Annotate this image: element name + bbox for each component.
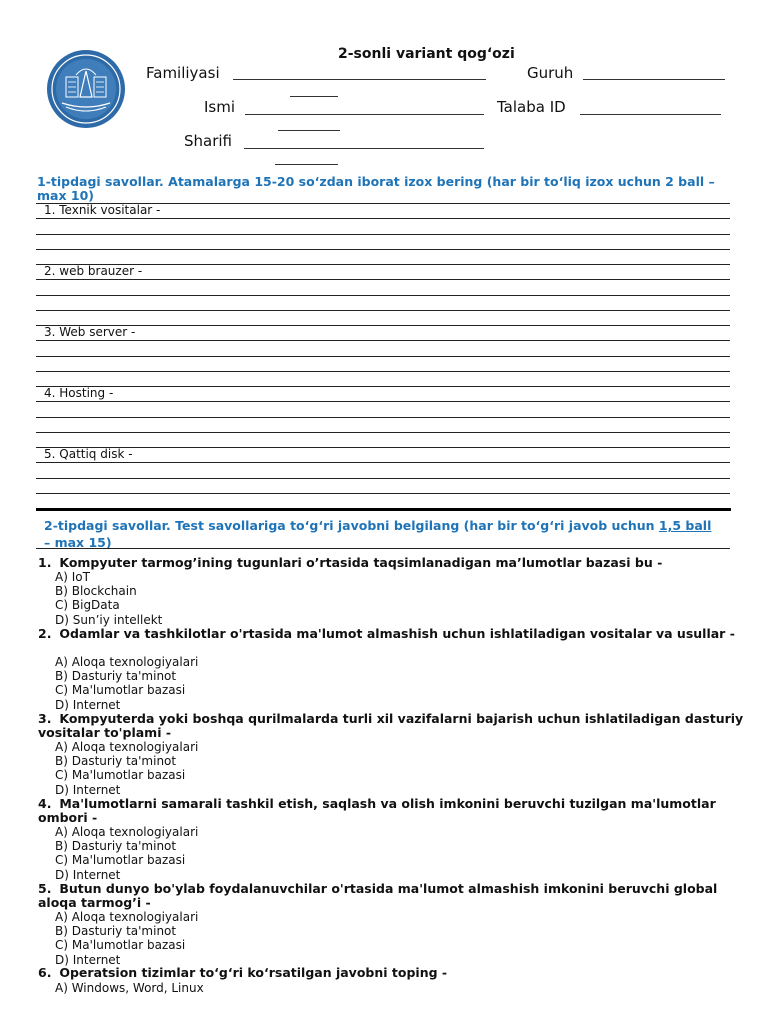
answer-options bbox=[55, 981, 204, 995]
question-body: Ma'lumotlarni samarali tashkil etish, saqlash va olish imkonini beruvchi tuzilgan ma'lumotlar ombori - bbox=[38, 796, 716, 826]
question-body: Kompyuterda yoki boshqa qurilmalarda turli xil vazifalarni bajarish uchun ishlatiladigan dasturiy vositalar to'plami - bbox=[38, 711, 744, 741]
section2-heading-points: 1,5 ball – max 15 bbox=[44, 518, 712, 550]
term-label: 1. Texnik vositalar - bbox=[44, 203, 161, 217]
term-label: 5. Qattiq disk - bbox=[44, 447, 133, 461]
answer-line[interactable] bbox=[36, 386, 730, 387]
sharifi-label: Sharifi bbox=[184, 132, 233, 150]
ismi-field-continuation[interactable] bbox=[278, 130, 340, 131]
answer-option[interactable]: A) IoT bbox=[55, 570, 90, 584]
question-number: 5. bbox=[38, 881, 52, 896]
talaba-id-field[interactable] bbox=[580, 114, 721, 115]
answer-option[interactable]: C) Ma'lumotlar bazasi bbox=[55, 853, 186, 868]
question-number: 4. bbox=[38, 796, 52, 811]
question-text bbox=[38, 712, 750, 740]
answer-options bbox=[55, 825, 198, 882]
answer-option[interactable]: D) Internet bbox=[55, 952, 121, 967]
answer-options bbox=[55, 655, 198, 712]
question-number: 1. bbox=[38, 555, 52, 570]
question-text bbox=[38, 797, 750, 825]
question-text bbox=[38, 882, 750, 910]
question-body: Operatsion tizimlar to‘g‘ri ko‘rsatilgan javobni toping - bbox=[55, 965, 448, 980]
answer-line[interactable] bbox=[36, 462, 730, 463]
answer-line[interactable] bbox=[36, 447, 730, 448]
section-divider bbox=[36, 508, 731, 511]
question-number: 2. bbox=[38, 626, 52, 641]
page-title: 2-sonli variant qog‘ozi bbox=[338, 46, 515, 62]
answer-options bbox=[55, 910, 198, 967]
term-label: 2. web brauzer - bbox=[44, 264, 143, 278]
answer-line[interactable] bbox=[36, 417, 730, 418]
section2-heading-rule bbox=[36, 548, 730, 549]
answer-option[interactable]: C) BigData bbox=[55, 598, 120, 613]
section2-heading bbox=[44, 517, 719, 551]
answer-option[interactable]: D) Internet bbox=[55, 867, 121, 882]
answer-options bbox=[55, 740, 198, 797]
answer-line[interactable] bbox=[36, 325, 730, 326]
section2-heading-text: 2-tipdagi savollar. Test savollariga to‘g‘ri javobni belgilang (har bir to‘g‘ri javob uchun bbox=[44, 518, 659, 533]
answer-option[interactable]: D) Internet bbox=[55, 697, 121, 712]
question-number: 3. bbox=[38, 711, 52, 726]
answer-options bbox=[55, 570, 162, 627]
answer-line[interactable] bbox=[36, 279, 730, 280]
familiyasi-field[interactable] bbox=[233, 79, 486, 80]
answer-line[interactable] bbox=[36, 371, 730, 372]
guruh-label: Guruh bbox=[527, 64, 574, 82]
question-number: 6. bbox=[38, 965, 52, 980]
ismi-field[interactable] bbox=[245, 114, 484, 115]
answer-line[interactable] bbox=[36, 310, 730, 311]
sharifi-field[interactable] bbox=[244, 148, 484, 149]
section1-heading: 1-tipdagi savollar. Atamalarga 15-20 so‘zdan iborat izox bering (har bir to‘liq izox uchun 2 ball – max 10) bbox=[37, 174, 715, 203]
guruh-field[interactable] bbox=[583, 79, 725, 80]
university-emblem-icon bbox=[46, 49, 126, 129]
question-text bbox=[38, 556, 750, 570]
answer-line[interactable] bbox=[36, 234, 730, 235]
term-label: 4. Hosting - bbox=[44, 386, 114, 400]
answer-option[interactable]: A) Aloqa texnologiyalari bbox=[55, 825, 199, 839]
answer-option[interactable]: B) Dasturiy ta'minot bbox=[55, 924, 177, 939]
question-body: Odamlar va tashkilotlar o'rtasida ma'lumot almashish uchun ishlatiladigan vositalar va usullar - bbox=[55, 626, 735, 641]
answer-line[interactable] bbox=[36, 493, 730, 494]
answer-line[interactable] bbox=[36, 295, 730, 296]
answer-option[interactable]: A) Aloqa texnologiyalari bbox=[55, 740, 199, 754]
ismi-label: Ismi bbox=[204, 98, 236, 116]
answer-option[interactable]: A) Aloqa texnologiyalari bbox=[55, 655, 199, 669]
answer-line[interactable] bbox=[36, 340, 730, 341]
answer-option[interactable]: C) Ma'lumotlar bazasi bbox=[55, 938, 186, 953]
answer-option[interactable]: C) Ma'lumotlar bazasi bbox=[55, 768, 186, 783]
term-label: 3. Web server - bbox=[44, 325, 136, 339]
answer-option[interactable]: D) Sun’iy intellekt bbox=[55, 612, 163, 627]
answer-line[interactable] bbox=[36, 356, 730, 357]
talaba-id-label: Talaba ID bbox=[497, 98, 566, 116]
answer-line[interactable] bbox=[36, 249, 730, 250]
answer-line[interactable] bbox=[36, 218, 730, 219]
answer-option[interactable]: D) Internet bbox=[55, 782, 121, 797]
answer-line[interactable] bbox=[36, 401, 730, 402]
answer-line[interactable] bbox=[36, 432, 730, 433]
answer-line[interactable] bbox=[36, 478, 730, 479]
answer-option[interactable]: B) Dasturiy ta'minot bbox=[55, 754, 177, 769]
question-body: Kompyuter tarmog’ining tugunlari o’rtasida taqsimlanadigan ma’lumotlar bazasi bu - bbox=[55, 555, 663, 570]
answer-option[interactable]: A) Windows, Word, Linux bbox=[55, 981, 204, 995]
sharifi-field-continuation[interactable] bbox=[275, 164, 338, 165]
question-text bbox=[38, 966, 750, 980]
section2-heading-close: ) bbox=[105, 535, 112, 550]
answer-option[interactable]: B) Blockchain bbox=[55, 584, 137, 599]
answer-option[interactable]: C) Ma'lumotlar bazasi bbox=[55, 683, 186, 698]
answer-option[interactable]: B) Dasturiy ta'minot bbox=[55, 669, 177, 684]
answer-option[interactable]: A) Aloqa texnologiyalari bbox=[55, 910, 199, 924]
familiyasi-field-continuation[interactable] bbox=[290, 96, 338, 97]
question-body: Butun dunyo bo'ylab foydalanuvchilar o'rtasida ma'lumot almashish imkonini beruvchi global aloqa tarmog’i - bbox=[38, 881, 718, 911]
answer-option[interactable]: B) Dasturiy ta'minot bbox=[55, 839, 177, 854]
familiyasi-label: Familiyasi bbox=[146, 64, 220, 82]
question-text bbox=[38, 627, 750, 641]
